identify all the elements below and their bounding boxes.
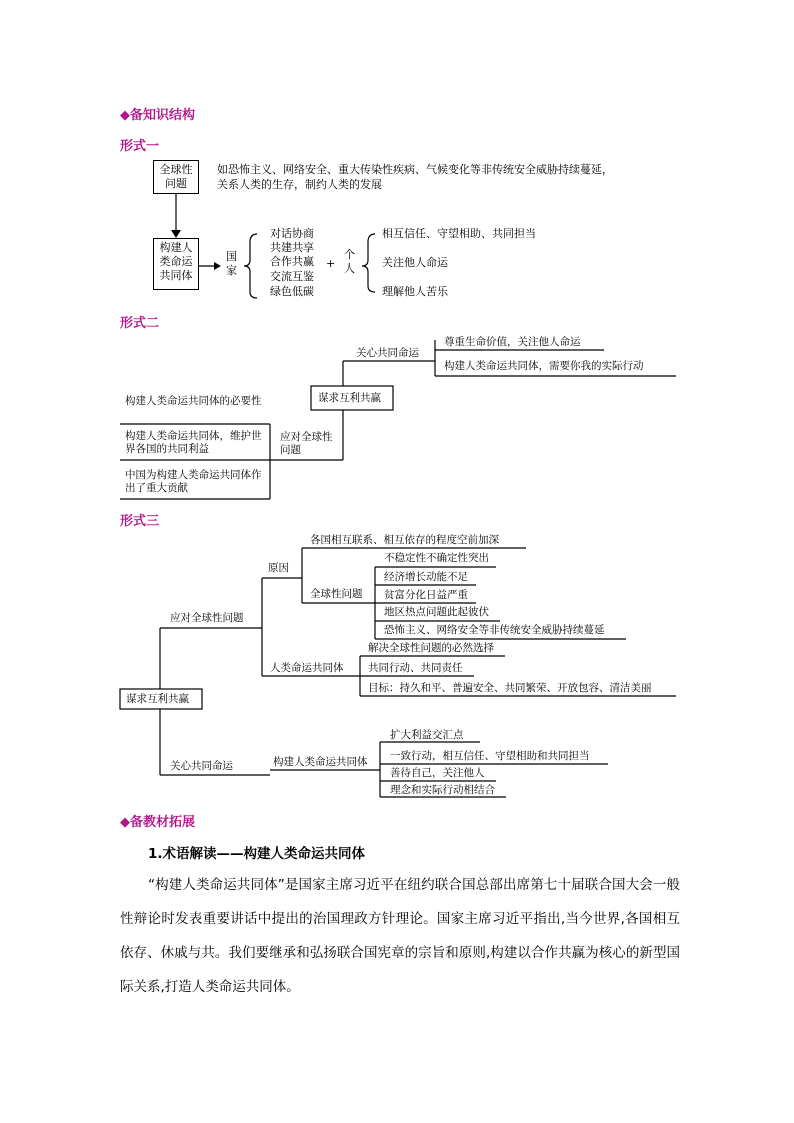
form3-global-item-2: 经济增长动能不足: [384, 571, 468, 583]
form3-root-box-label: 谋求互利共赢: [126, 693, 189, 705]
form3-care: 关心共同命运: [170, 760, 233, 772]
form2-seek-box-label: 谋求互利共赢: [318, 392, 381, 404]
person-label: 个人: [344, 248, 355, 275]
section-title: 备知识结构: [130, 108, 196, 123]
section-textbook-extension: [120, 811, 195, 830]
form3-build-item-3: 善待自己，关注他人: [390, 767, 485, 779]
form2-left-necessity: 构建人类命运共同体的必要性: [125, 395, 262, 407]
form3-global-item-4: 地区热点问题此起彼伏: [384, 606, 489, 618]
diamond-icon: ◆: [120, 815, 130, 830]
nation-item-green: 绿色低碳: [270, 285, 314, 298]
form3-cause: 原因: [268, 562, 289, 574]
nation-item-win: 合作共赢: [270, 255, 314, 268]
form2-left-interest: 构建人类命运共同体，维护世界各国的共同利益: [125, 430, 262, 455]
form3-community: 人类命运共同体: [270, 662, 344, 674]
form3-build-item-1: 扩大利益交汇点: [390, 729, 464, 741]
form3-respond: 应对全球性问题: [170, 612, 244, 624]
global-desc-line2: 关系人类的生存，制约人类的发展: [217, 178, 382, 191]
form3-community-item-2: 共同行动、共同责任: [368, 662, 463, 674]
form3-build: 构建人类命运共同体: [273, 756, 368, 768]
nation-item-share: 共建共享: [270, 241, 314, 254]
form2-respond: 应对全球性问题: [280, 431, 333, 456]
form3-community-item-3: 目标：持久和平、普遍安全、共同繁荣、开放包容、清洁美丽: [368, 682, 652, 694]
term-heading: 1.术语解读——构建人类命运共同体: [148, 846, 366, 862]
form2-care-item-respect: 尊重生命价值，关注他人命运: [444, 336, 581, 348]
form1-title: 形式一: [120, 139, 160, 154]
nation-item-dialogue: 对话协商: [270, 227, 314, 240]
diamond-icon: ◆: [120, 108, 130, 123]
section-title: 备教材拓展: [130, 815, 196, 830]
form3-global-item-1: 不稳定性不确定性突出: [384, 552, 489, 564]
nation-item-exchange: 交流互鉴: [270, 270, 314, 283]
box-global-issues-label: 全球性问题: [159, 163, 193, 190]
form3-build-item-2: 一致行动，相互信任、守望相助和共同担当: [390, 750, 590, 762]
form3-build-item-4: 理念和实际行动相结合: [390, 784, 495, 796]
global-desc-line1: 如恐怖主义、网络安全、重大传染性疾病、气候变化等非传统安全威胁持续蔓延，: [217, 163, 613, 176]
term-paragraph: “构建人类命运共同体”是国家主席习近平在纽约联合国总部出席第七十届联合国大会一般性辩论时发表重要讲话中提出的治国理政方针理论。国家主席习近平指出,当今世界,各国相互依存、休戚与共。我们要继承和弘扬联合国宪章的宗旨和原则,构建以合作共赢为核心的新型国际关系,打造人类命运共同体。: [120, 877, 680, 995]
box-build-community-label: 构建人类命运共同体: [159, 241, 193, 282]
person-item-trust: 相互信任、守望相助、共同担当: [382, 227, 536, 240]
form3-global-item-5: 恐怖主义、网络安全等非传统安全威胁持续蔓延: [384, 624, 605, 636]
plus-sign: +: [326, 257, 336, 270]
form2-left-contribution: 中国为构建人类命运共同体作出了重大贡献: [125, 469, 262, 494]
form3-global: 全球性问题: [310, 588, 363, 600]
form2-title: 形式二: [120, 316, 160, 331]
form2-care-item-action: 构建人类命运共同体，需要你我的实际行动: [444, 360, 644, 372]
nation-label: 国家: [226, 250, 237, 277]
form3-global-item-3: 贫富分化日益严重: [384, 589, 468, 601]
person-item-care: 关注他人命运: [382, 256, 448, 269]
form3-community-item-1: 解决全球性问题的必然选择: [368, 642, 494, 654]
person-item-understand: 理解他人苦乐: [382, 285, 448, 298]
form3-cause-top: 各国相互联系、相互依存的程度空前加深: [310, 534, 499, 546]
form3-title: 形式三: [120, 514, 160, 529]
form2-care: 关心共同命运: [356, 347, 419, 359]
